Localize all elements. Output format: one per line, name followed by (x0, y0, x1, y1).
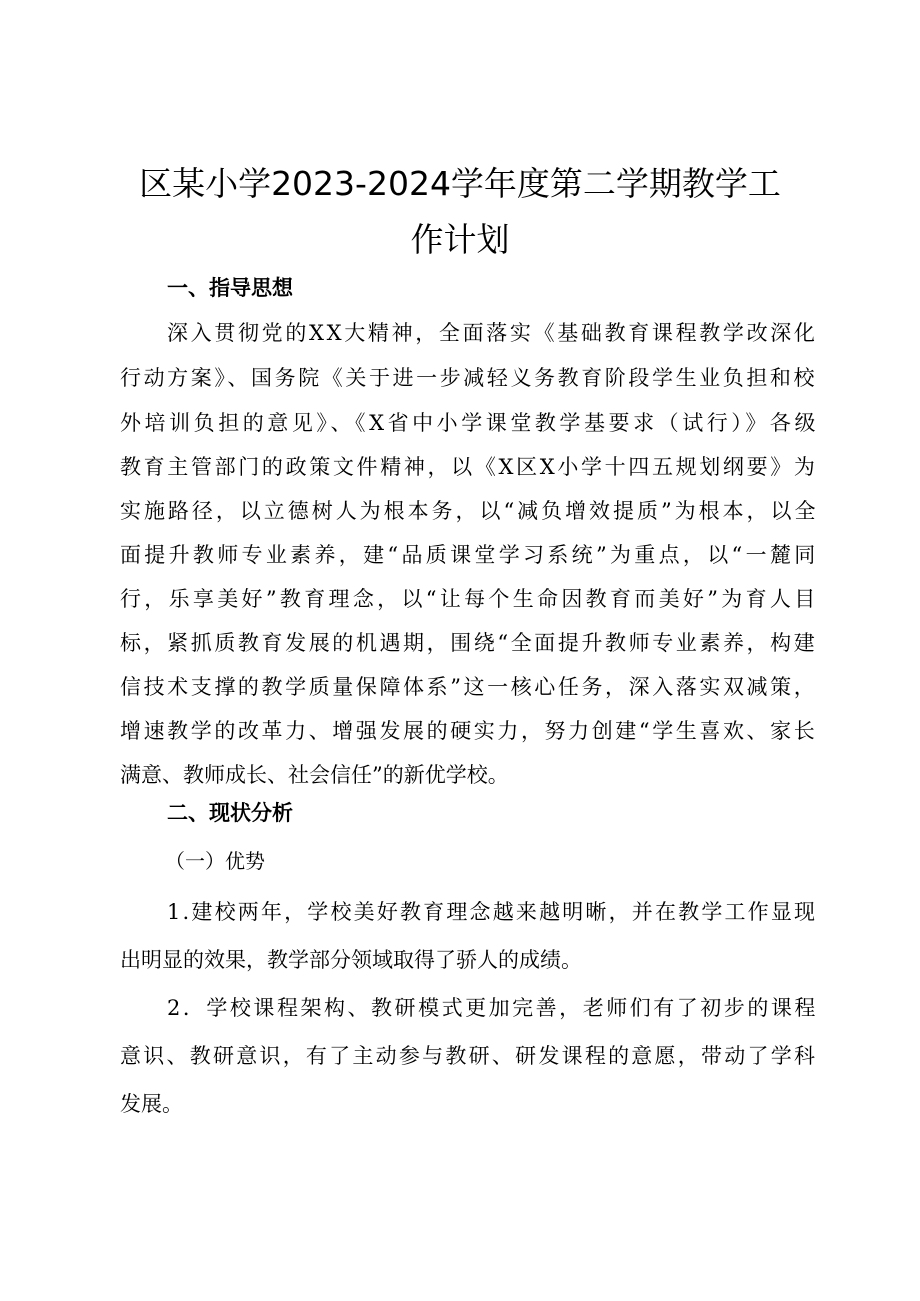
document-title-line-1: 区某小学2023-2024学年度第二学期教学工 (139, 164, 781, 203)
paragraph-line: 深入贯彻党的XX大精神，全面落实《基础教育课程教学改深化 (167, 321, 818, 345)
list-item-line: 出明显的效果，教学部分领域取得了骄人的成绩。 (120, 948, 582, 972)
list-item-line: 发展。 (120, 1092, 183, 1116)
paragraph-line: 教育主管部门的政策文件精神，以《X区X小学十四五规划纲要》为 (120, 455, 818, 479)
list-item-line: 1.建校两年，学校美好教育理念越来越明晰，并在教学工作显现 (167, 900, 818, 924)
list-item-line: 2．学校课程架构、教研模式更加完善，老师们有了初步的课程 (167, 996, 818, 1020)
paragraph-line: 面提升教师专业素养，建“品质课堂学习系统”为重点，以“一麓同 (120, 543, 819, 567)
paragraph-line: 标，紧抓质教育发展的机遇期，围绕“全面提升教师专业素养，构建 (120, 631, 818, 655)
section-heading-guiding-ideology: 一、指导思想 (167, 276, 293, 300)
subsection-heading-advantages: （一）优势 (165, 849, 265, 873)
paragraph-line: 行，乐享美好”教育理念，以“让每个生命因教育而美好”为育人目 (120, 587, 819, 611)
paragraph-line: 信技术支撑的教学质量保障体系”这一核心任务，深入落实双减策， (120, 675, 818, 699)
document-title-line-2: 作计划 (410, 220, 510, 259)
paragraph-line: 行动方案》、国务院《关于进一步减轻义务教育阶段学生业负担和校 (120, 366, 818, 390)
paragraph-line: 增速教学的改革力、增强发展的硬实力，努力创建“学生喜欢、家长 (120, 719, 818, 743)
paragraph-line: 实施路径，以立德树人为根本务，以“减负增效提质”为根本，以全 (120, 499, 819, 523)
section-heading-status-analysis: 二、现状分析 (167, 801, 293, 825)
list-item-line: 意识、教研意识，有了主动参与教研、研发课程的意愿，带动了学科 (120, 1044, 818, 1068)
paragraph-line: 外培训负担的意见》、《X省中小学课堂教学基要求（试行）》各级 (120, 411, 819, 435)
paragraph-line: 满意、教师成长、社会信任”的新优学校。 (120, 763, 509, 787)
